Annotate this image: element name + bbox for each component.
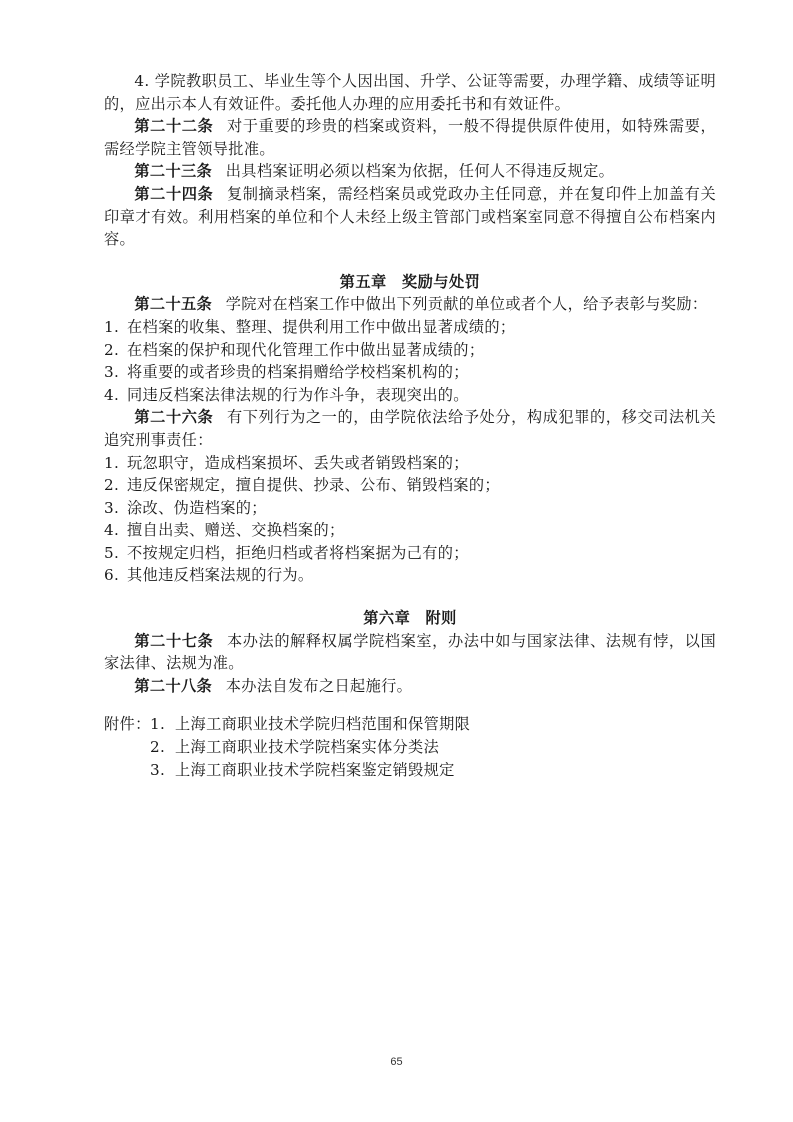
attachment-number: 2. [150, 738, 166, 757]
attachment-item [104, 713, 716, 736]
list-item [104, 519, 716, 542]
article-text: 本办法的解释权属学院档案室，办法中如与国家法律、法规有悖，以国家法律、法规为准。 [104, 631, 716, 673]
chapter-title: 附则 [425, 609, 457, 628]
article-number: 第二十三条 [134, 162, 213, 181]
chapter-6-heading [104, 607, 716, 630]
list-item-text: 在档案的保护和现代化管理工作中做出显著成绩的； [127, 340, 485, 359]
article-28 [104, 675, 716, 698]
article-number: 第二十八条 [134, 676, 213, 695]
attachment-number: 1. [150, 715, 166, 734]
chapter-title: 奖励与处罚 [401, 272, 481, 291]
list-item [104, 497, 716, 520]
list-item-number: 3. [104, 363, 120, 382]
attachment-text: 上海工商职业技术学院归档范围和保管期限 [175, 715, 471, 734]
list-item-number: 6. [104, 566, 120, 585]
chapter-5-heading [104, 271, 716, 294]
list-item-text: 将重要的或者珍贵的档案捐赠给学校档案机构的； [127, 363, 469, 382]
page-number: 65 [390, 1056, 403, 1068]
article-text: 对于重要的珍贵的档案或资料，一般不得提供原件使用，如特殊需要，需经学院主管领导批准。 [104, 117, 716, 158]
article-number: 第二十五条 [134, 295, 213, 314]
article-25-list [104, 316, 716, 406]
list-item-text: 不按规定归档，拒绝归档或者将档案据为己有的； [127, 543, 469, 562]
article-25 [104, 293, 716, 316]
list-item [104, 316, 716, 339]
attachment-number: 3. [150, 760, 166, 779]
article-text: 有下列行为之一的，由学院依法给予处分，构成犯罪的，移交司法机关追究刑事责任： [104, 408, 716, 449]
article-27 [104, 630, 716, 675]
list-item [104, 384, 716, 407]
list-item-text: 在档案的收集、整理、提供利用工作中做出显著成绩的； [127, 317, 516, 336]
list-item [104, 542, 716, 565]
list-item-number: 4. [104, 385, 120, 404]
list-item-text: 违反保密规定，擅自提供、抄录、公布、销毁档案的； [127, 476, 500, 495]
article-number: 第二十六条 [134, 408, 214, 427]
attachments-label: 附件： [104, 715, 151, 734]
list-item-text: 玩忽职守，造成档案损坏、丢失或者销毁档案的； [127, 453, 469, 472]
article-number: 第二十四条 [134, 184, 214, 203]
list-item-number: 5. [104, 543, 120, 562]
list-item-number: 2. [104, 340, 120, 359]
article-number: 第二十七条 [134, 631, 214, 650]
list-item-number: 4. [104, 521, 120, 540]
list-item [104, 452, 716, 475]
article-number: 第二十二条 [134, 117, 214, 136]
list-item-number: 1. [104, 317, 120, 336]
article-24 [104, 183, 716, 251]
page-content [104, 70, 716, 781]
list-item [104, 564, 716, 587]
list-item [104, 339, 716, 362]
article-text: 复制摘录档案，需经档案员或党政办主任同意，并在复印件上加盖有关印章才有效。利用档案的单位和个人未经上级主管部门或档案室同意不得擅自公布档案内容。 [104, 184, 716, 249]
article-26 [104, 406, 716, 451]
article-22 [104, 115, 716, 160]
attachment-text: 上海工商职业技术学院档案鉴定销毁规定 [175, 760, 455, 779]
list-item [104, 361, 716, 384]
article-text: 学院对在档案工作中做出下列贡献的单位或者个人，给予表彰与奖励： [225, 295, 708, 314]
chapter-number: 第五章 [339, 272, 387, 291]
list-item-number: 1. [104, 453, 120, 472]
article-text: 本办法自发布之日起施行。 [225, 676, 413, 695]
article-23 [104, 160, 716, 183]
list-item-text: 同违反档案法律法规的行为作斗争，表现突出的。 [127, 385, 469, 404]
article-26-list [104, 452, 716, 588]
article-text: 出具档案证明必须以档案为依据，任何人不得违反规定。 [225, 162, 615, 181]
list-item-text: 其他违反档案法规的行为。 [127, 566, 314, 585]
attachments-block [104, 713, 716, 781]
attachment-item [104, 736, 716, 759]
paragraph-item-4 [104, 70, 716, 115]
list-item-number: 3. [104, 498, 120, 517]
attachment-item [104, 759, 716, 782]
list-item [104, 474, 716, 497]
attachment-text: 上海工商职业技术学院档案实体分类法 [175, 738, 440, 757]
list-item-text: 擅自出卖、赠送、交换档案的； [127, 521, 345, 540]
paragraph-text: 4. 学院教职员工、毕业生等个人因出国、升学、公证等需要，办理学籍、成绩等证明的，应出示本人有效证件。委托他人办理的应用委托书和有效证件。 [104, 72, 716, 113]
chapter-number: 第六章 [363, 609, 411, 628]
list-item-text: 涂改、伪造档案的； [127, 498, 267, 517]
list-item-number: 2. [104, 476, 120, 495]
